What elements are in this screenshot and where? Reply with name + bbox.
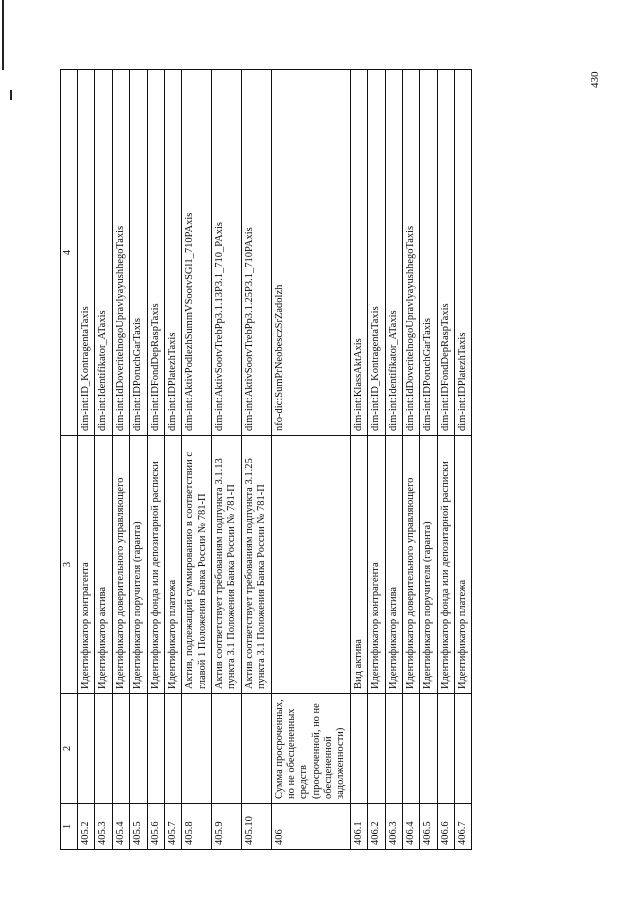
row-axis-cell: dim-int:IdDoveritelnogoUpravlyayushhegoTaxis: [402, 70, 419, 436]
table-row: [385, 70, 402, 850]
row-description-cell: Идентификатор фонда или депозитарной расписки: [437, 436, 454, 694]
row-name-cell: [130, 694, 147, 804]
row-description-cell: Идентификатор доверительного управляющего: [112, 436, 129, 694]
row-name-cell: [241, 694, 271, 804]
row-number-cell: 406: [271, 804, 350, 850]
row-axis-cell: dim-int:KlassAktAxis: [350, 70, 367, 436]
row-axis-cell: dim-int:AktivSootvTrebPp3.1.25P3.1_710PAxis: [241, 70, 271, 436]
row-axis-cell: dim-int:IdDoveritelnogoUpravlyayushhegoTaxis: [112, 70, 129, 436]
table-row: [455, 70, 472, 850]
table-row: [420, 70, 437, 850]
row-number-cell: 405.6: [147, 804, 164, 850]
row-name-cell: [95, 694, 112, 804]
row-number-cell: 406.1: [350, 804, 367, 850]
row-number-cell: 405.7: [164, 804, 181, 850]
table-row: [78, 70, 95, 850]
row-number-cell: 405.3: [95, 804, 112, 850]
table-row: [241, 70, 271, 850]
row-number-cell: 405.10: [241, 804, 271, 850]
scan-edge-mark-small: [10, 90, 12, 100]
row-number-cell: 406.2: [368, 804, 385, 850]
row-description-cell: Идентификатор актива: [385, 436, 402, 694]
table-row: [147, 70, 164, 850]
row-description-cell: Идентификатор платежа: [164, 436, 181, 694]
row-description-cell: Идентификатор поручителя (гаранта): [130, 436, 147, 694]
scan-edge-mark: [2, 0, 4, 70]
row-axis-cell: dim-int:IDPlatezhTaxis: [455, 70, 472, 436]
header-cell-2: 2: [61, 694, 78, 804]
table-row: [95, 70, 112, 850]
row-name-cell: [164, 694, 181, 804]
table-row: [368, 70, 385, 850]
row-axis-cell: nfo-dic:SumPrNeobesczSrZadolzh: [271, 70, 350, 436]
row-description-cell: Актив соответствует требованиям подпункта 3.1.25 пункта 3.1 Положения Банка России № 781-П: [241, 436, 271, 694]
row-name-cell: [112, 694, 129, 804]
row-description-cell: Идентификатор платежа: [455, 436, 472, 694]
table-row: [437, 70, 454, 850]
row-number-cell: 405.8: [182, 804, 212, 850]
row-description-cell: Актив, подлежащий суммированию в соответствии с главой 1 Положения Банка России № 781-П: [182, 436, 212, 694]
row-axis-cell: dim-int:ID_KontragentaTaxis: [78, 70, 95, 436]
row-description-cell: Идентификатор фонда или депозитарной расписки: [147, 436, 164, 694]
row-axis-cell: dim-int:AktivSootvTrebPp3.1.13P3.1_710_PAxis: [212, 70, 242, 436]
row-number-cell: 405.9: [212, 804, 242, 850]
xbrl-taxonomy-table: [60, 69, 472, 850]
table-row: [164, 70, 181, 850]
row-name-cell: [147, 694, 164, 804]
row-name-cell: [212, 694, 242, 804]
row-description-cell: Идентификатор доверительного управляющего: [402, 436, 419, 694]
row-description-cell: Идентификатор актива: [95, 436, 112, 694]
row-description-cell: Идентификатор контрагента: [78, 436, 95, 694]
header-cell-1: 1: [61, 804, 78, 850]
header-cell-3: 3: [61, 436, 78, 694]
row-number-cell: 406.6: [437, 804, 454, 850]
row-number-cell: 406.3: [385, 804, 402, 850]
row-name-cell: [182, 694, 212, 804]
header-row: [61, 70, 78, 850]
row-description-cell: [271, 436, 350, 694]
table-row: [130, 70, 147, 850]
row-axis-cell: dim-int:ID_KontragentaTaxis: [368, 70, 385, 436]
table-body: [78, 70, 472, 850]
row-name-cell: [385, 694, 402, 804]
table-row: [271, 70, 350, 850]
table-row: [402, 70, 419, 850]
row-axis-cell: dim-int:Identifikator_ATaxis: [95, 70, 112, 436]
row-name-cell: Сумма просроченных, но не обесцененных средств (просроченной, но не обесцененной задолженности): [271, 694, 350, 804]
row-description-cell: Актив соответствует требованиям подпункта 3.1.13 пункта 3.1 Положения Банка России № 781-П: [212, 436, 242, 694]
row-name-cell: [402, 694, 419, 804]
row-name-cell: [350, 694, 367, 804]
row-name-cell: [437, 694, 454, 804]
row-axis-cell: dim-int:IDFondDepRaspTaxis: [437, 70, 454, 436]
row-number-cell: 405.4: [112, 804, 129, 850]
table-row: [182, 70, 212, 850]
row-axis-cell: dim-int:IDPoruchGarTaxis: [130, 70, 147, 436]
rotated-table-container: [60, 70, 580, 850]
row-number-cell: 406.5: [420, 804, 437, 850]
table-row: [350, 70, 367, 850]
row-axis-cell: dim-int:AktivPodlezhSummVSootvSGl1_710PAxis: [182, 70, 212, 436]
row-number-cell: 406.7: [455, 804, 472, 850]
row-name-cell: [368, 694, 385, 804]
row-axis-cell: dim-int:IDFondDepRaspTaxis: [147, 70, 164, 436]
row-number-cell: 405.2: [78, 804, 95, 850]
page-number: 430: [589, 71, 601, 89]
row-description-cell: Вид актива: [350, 436, 367, 694]
row-name-cell: [78, 694, 95, 804]
row-axis-cell: dim-int:IDPlatezhTaxis: [164, 70, 181, 436]
row-axis-cell: dim-int:Identifikator_ATaxis: [385, 70, 402, 436]
row-name-cell: [420, 694, 437, 804]
row-number-cell: 405.5: [130, 804, 147, 850]
header-cell-4: 4: [61, 70, 78, 436]
table-row: [212, 70, 242, 850]
row-number-cell: 406.4: [402, 804, 419, 850]
row-axis-cell: dim-int:IDPoruchGarTaxis: [420, 70, 437, 436]
table-row: [112, 70, 129, 850]
row-description-cell: Идентификатор поручителя (гаранта): [420, 436, 437, 694]
row-description-cell: Идентификатор контрагента: [368, 436, 385, 694]
row-name-cell: [455, 694, 472, 804]
